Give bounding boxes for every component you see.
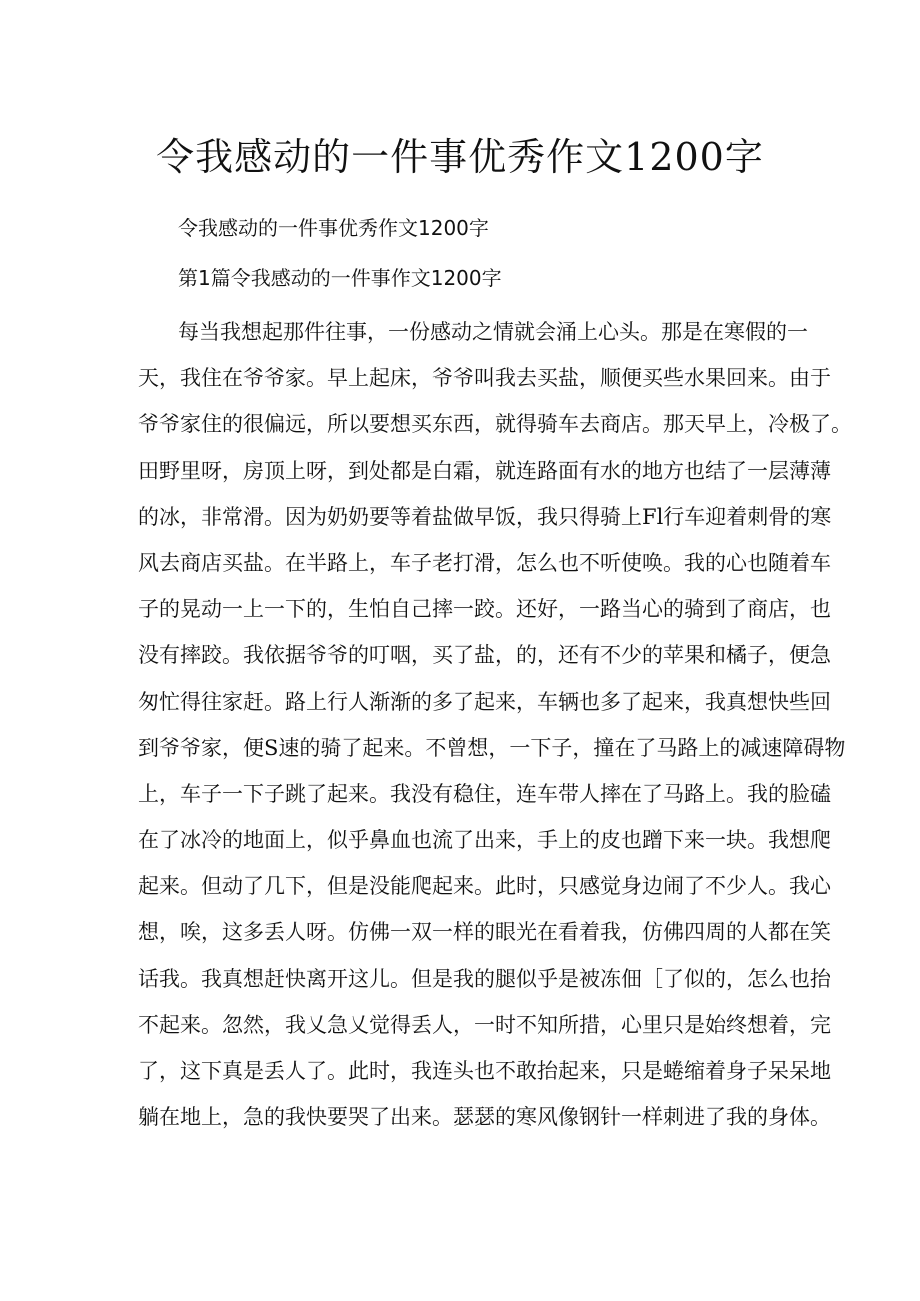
body-line: 每当我想起那件往事，一份感动之情就会涌上心头。那是在寒假的一 [178, 320, 808, 344]
body-line: 爷爷家住的很偏远，所以要想买东西，就得骑车去商店。那天早上，冷极了。 [138, 412, 852, 437]
body-line: 风去商店买盐。在半路上，车子老打滑，怎么也不听使唤。我的心也随着车 [138, 550, 831, 575]
body-line: 子的晃动一上一下的，生怕自己摔一跤。还好，一路当心的骑到了商店，也 [138, 597, 831, 622]
body-line: 田野里呀，房顶上呀，到处都是白霜，就连路面有水的地方也结了一层薄薄 [138, 458, 831, 483]
body-line: 没有摔跤。我依据爷爷的叮咽，买了盐，的，还有不少的苹果和橘子，便急 [138, 643, 831, 668]
body-line: 想，唉，这多丢人呀。仿佛一双一样的眼光在看着我，仿佛四周的人都在笑 [138, 920, 831, 945]
body-line: 躺在地上，急的我快要哭了出来。瑟瑟的寒风像钢针一样刺进了我的身体。 [138, 1105, 831, 1130]
body-line: 不起来。忽然，我乂急乂觉得丢人，一时不知所措，心里只是始终想着，完 [138, 1012, 831, 1037]
body-line: 的冰，非常滑。因为奶奶要等着盐做早饭，我只得骑上Fl行车迎着刺骨的寒 [138, 504, 832, 529]
body-line: 起来。但动了几下，但是没能爬起来。此时，只感觉身边闹了不少人。我心 [138, 874, 831, 899]
body-line: 天，我住在爷爷家。早上起床，爷爷叫我去买盐，顺便买些水果回来。由于 [138, 366, 831, 391]
body-line: 到爷爷家，便S速的骑了起来。不曾想，一下子，撞在了马路上的减速障碍物 [138, 735, 846, 760]
body-line: 匆忙得往家赶。路上行人渐渐的多了起来，车辆也多了起来，我真想快些回 [138, 689, 831, 714]
section-heading: 第1篇令我感动的一件事作文1200字 [178, 266, 502, 290]
document-title: 令我感动的一件事优秀作文1200字 [156, 135, 764, 179]
body-line: 了，这下真是丢人了。此时，我连头也不敢抬起来，只是蜷缩着身子呆呆地 [138, 1059, 831, 1083]
body-line: 话我。我真想赶快离开这儿。但是我的腿似乎是被冻佃［了似的，怎么也抬 [138, 966, 831, 991]
body-line: 在了冰冷的地面上，似乎鼻血也流了出来，手上的皮也蹭下来一块。我想爬 [138, 828, 831, 853]
document-subtitle: 令我感动的一件事优秀作文1200字 [178, 216, 489, 240]
body-line: 上，车子一下子跳了起来。我没有稳住，连车带人摔在了马路上。我的脸磕 [138, 781, 831, 806]
essay-body [138, 309, 852, 1140]
